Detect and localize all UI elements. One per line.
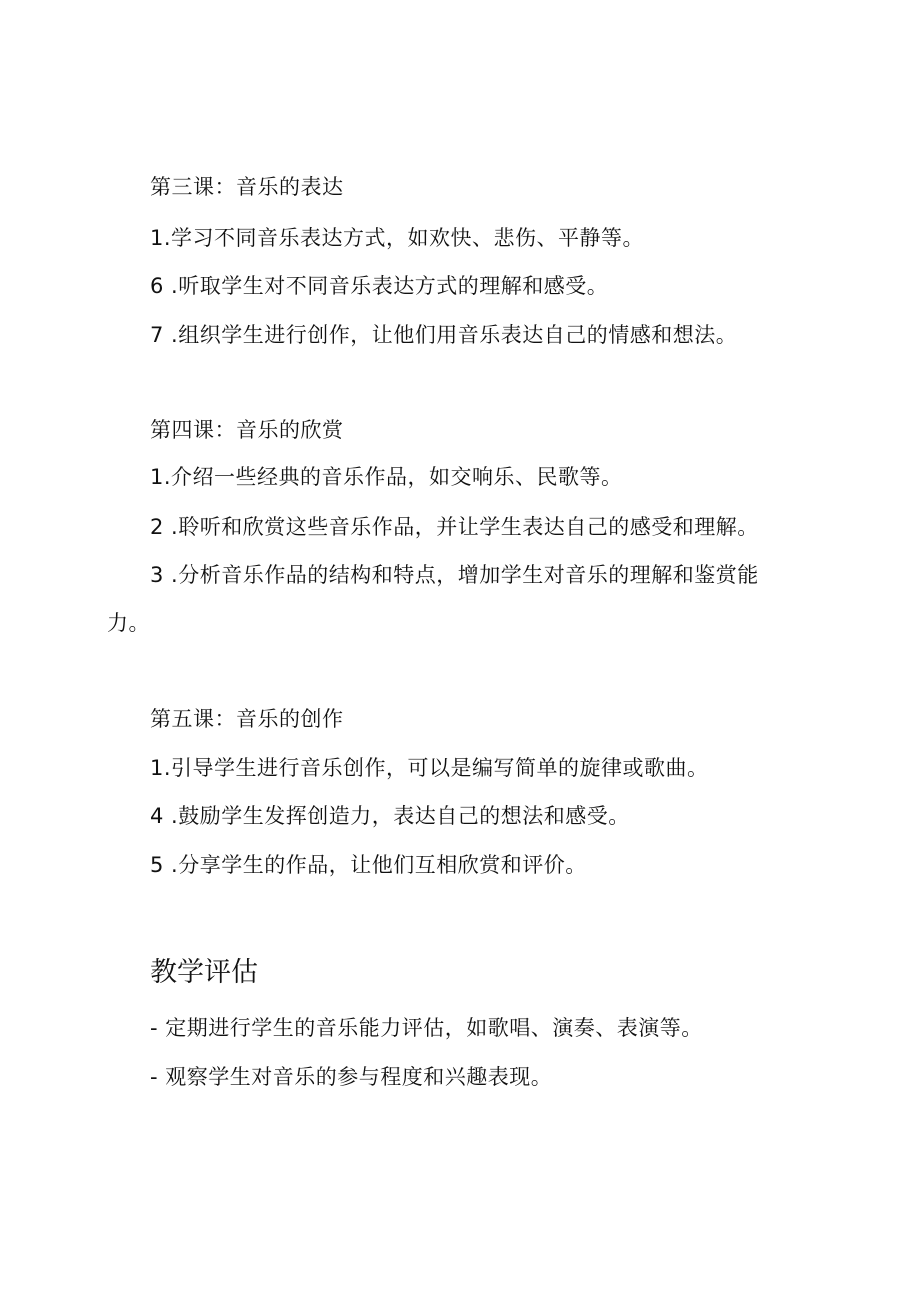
evaluation-item-1: - 定期进行学生的音乐能力评估，如歌唱、演奏、表演等。 <box>150 1016 703 1040</box>
lesson-4-item-3-continued: 力。 <box>107 611 150 635</box>
lesson-5-title: 第五课：音乐的创作 <box>150 707 344 731</box>
lesson-4-item-3: 3 .分析音乐作品的结构和特点，增加学生对音乐的理解和鉴赏能 <box>150 563 759 587</box>
evaluation-item-2: - 观察学生对音乐的参与程度和兴趣表现。 <box>150 1065 553 1089</box>
lesson-4-item-2: 2 .聆听和欣赏这些音乐作品，并让学生表达自己的感受和理解。 <box>150 515 759 539</box>
lesson-3-item-2: 6 .听取学生对不同音乐表达方式的理解和感受。 <box>150 274 609 298</box>
lesson-3-item-1: 1.学习不同音乐表达方式，如欢快、悲伤、平静等。 <box>150 226 645 250</box>
lesson-4-item-1: 1.介绍一些经典的音乐作品，如交响乐、民歌等。 <box>150 465 623 489</box>
lesson-4-title: 第四课：音乐的欣赏 <box>150 418 344 442</box>
lesson-3-title: 第三课：音乐的表达 <box>150 175 344 199</box>
lesson-5-item-1: 1.引导学生进行音乐创作，可以是编写简单的旋律或歌曲。 <box>150 756 709 780</box>
lesson-5-item-2: 4 .鼓励学生发挥创造力，表达自己的想法和感受。 <box>150 804 630 828</box>
lesson-5-item-3: 5 .分享学生的作品，让他们互相欣赏和评价。 <box>150 853 587 877</box>
evaluation-heading: 教学评估 <box>150 957 258 988</box>
lesson-3-item-3: 7 .组织学生进行创作，让他们用音乐表达自己的情感和想法。 <box>150 323 738 347</box>
